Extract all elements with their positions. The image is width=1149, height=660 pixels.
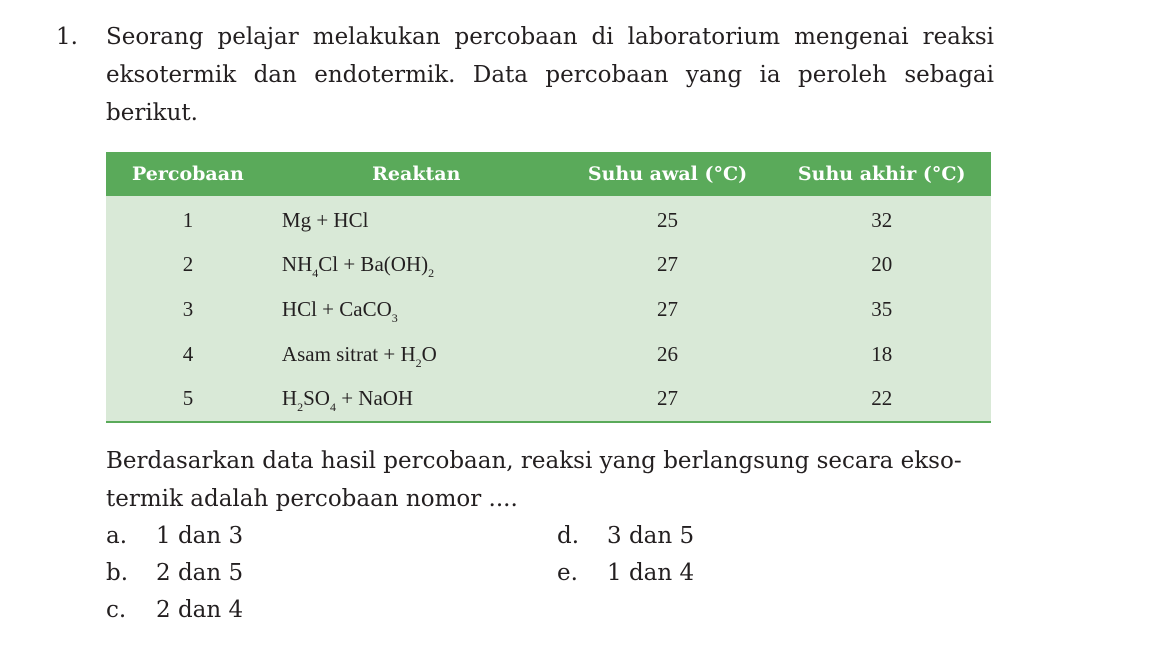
formula-subscript: 2 (297, 400, 304, 415)
formula-subscript: 2 (428, 266, 435, 281)
cell-suhu-akhir: 20 (871, 252, 893, 277)
table-row (106, 243, 991, 288)
table-row (106, 332, 991, 377)
question-prompt: Berdasarkan data hasil percobaan, reaksi yang berlangsung secara ekso- termik adalah percobaan nomor .... (106, 448, 962, 512)
header-suhu-akhir: Suhu akhir (°C) (772, 152, 991, 196)
cell-suhu-akhir: 35 (871, 296, 893, 321)
option-text: 2 dan 5 (156, 560, 244, 586)
cell-percobaan: 2 (182, 252, 194, 277)
experiment-data-table (106, 152, 991, 423)
option-c[interactable] (106, 592, 243, 628)
header-percobaan: Percobaan (106, 152, 270, 196)
cell-suhu-awal: 27 (657, 252, 678, 277)
option-text: 1 dan 4 (607, 560, 695, 586)
option-letter: d. (557, 523, 580, 549)
cell-reaktan: $H_2SO_4$ + NaOH (270, 376, 563, 422)
formula-subscript: 2 (415, 355, 422, 370)
question-number: 1. (56, 24, 78, 50)
option-text: 3 dan 5 (607, 523, 695, 549)
option-letter: a. (106, 523, 128, 549)
option-text: 2 dan 4 (156, 597, 244, 623)
cell-suhu-akhir: 18 (871, 341, 893, 366)
option-letter: b. (106, 560, 129, 586)
cell-reaktan: Mg + HCl (281, 207, 369, 232)
formula-subscript: 4 (329, 400, 336, 415)
option-b[interactable] (106, 555, 243, 591)
cell-suhu-akhir: 32 (871, 207, 893, 232)
option-letter: c. (106, 597, 127, 623)
formula-subscript: 4 (312, 266, 319, 281)
cell-suhu-awal: 27 (657, 296, 678, 321)
header-reaktan: Reaktan (270, 152, 563, 196)
formula-subscript: 3 (391, 310, 398, 325)
cell-suhu-awal: 26 (657, 341, 678, 366)
answer-options (106, 518, 806, 638)
cell-percobaan: 5 (106, 376, 270, 422)
cell-reaktan: Asam sitrat + $H_2O$ (281, 341, 437, 370)
table-header-row (106, 152, 991, 196)
option-d[interactable] (557, 518, 694, 554)
cell-suhu-awal: 27 (563, 376, 773, 422)
option-a[interactable] (106, 518, 243, 554)
cell-percobaan: 1 (182, 207, 194, 232)
table-row (106, 376, 991, 422)
cell-reaktan: $NH_4Cl + Ba(OH)_2$ (281, 252, 435, 281)
option-letter: e. (557, 560, 578, 586)
cell-reaktan: HCl + CaCO$_3$ (281, 296, 398, 325)
table-row (106, 287, 991, 332)
cell-percobaan: 3 (182, 296, 194, 321)
cell-suhu-awal: 25 (657, 207, 678, 232)
header-suhu-awal: Suhu awal (°C) (563, 152, 773, 196)
option-e[interactable] (557, 555, 694, 591)
question-stem: Seorang pelajar melakukan percobaan di laboratorium mengenai reaksi eksotermik dan endotermik. Data percobaan yang ia peroleh sebagai berikut. (106, 24, 994, 126)
option-text: 1 dan 3 (156, 523, 244, 549)
table-body (106, 196, 991, 422)
table-row (106, 196, 991, 243)
cell-percobaan: 4 (182, 341, 194, 366)
cell-suhu-akhir: 22 (772, 376, 991, 422)
